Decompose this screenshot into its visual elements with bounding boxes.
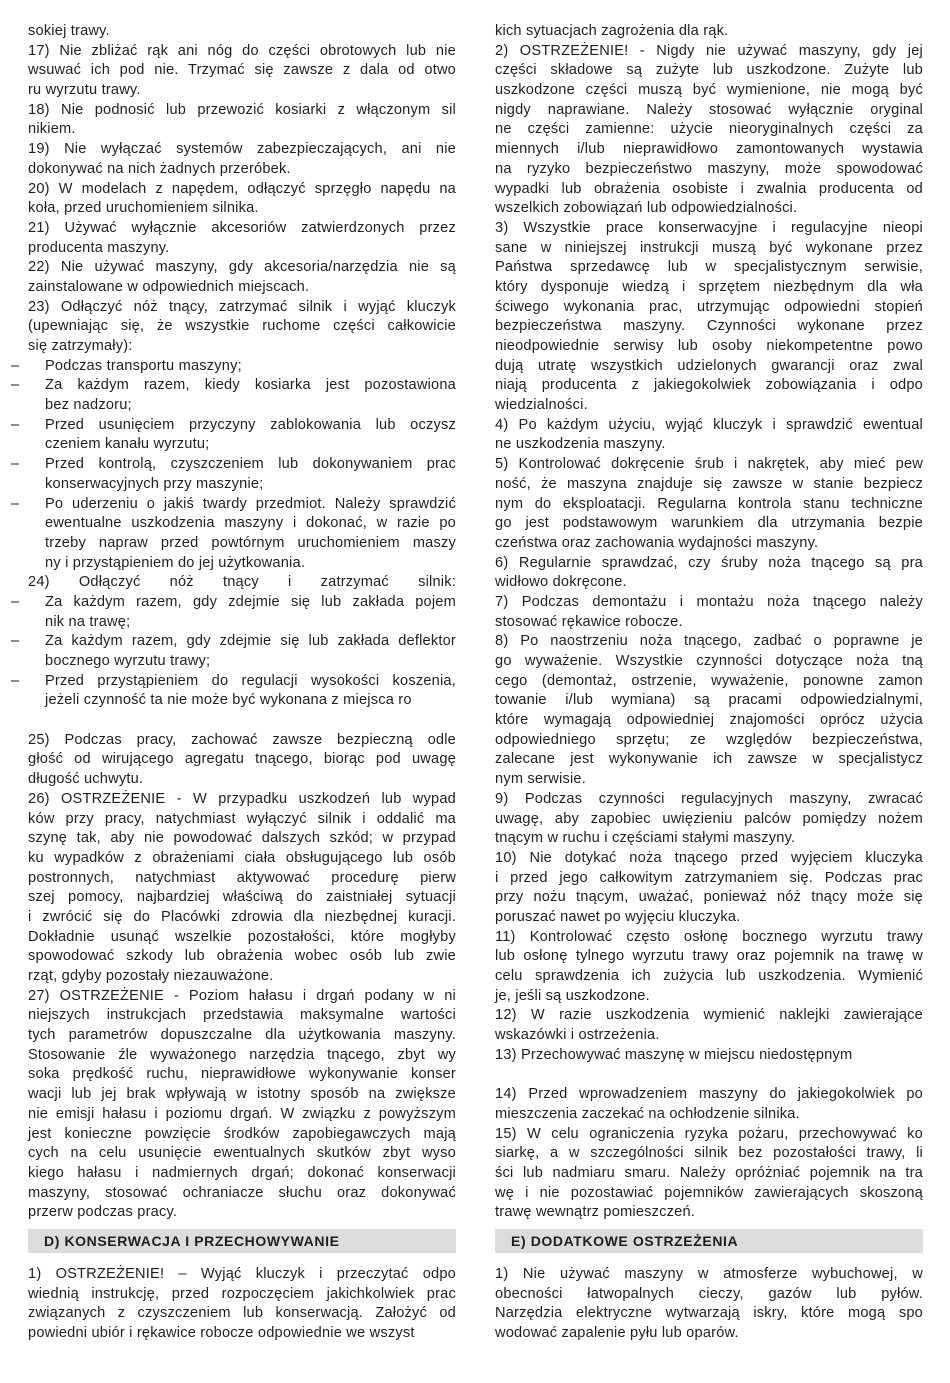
text-line: przerw podczas pracy.	[28, 1204, 178, 1221]
text-line: nie emisji hałasu i poziomu drgań. W związku z powyższym	[28, 1105, 456, 1122]
text-line: ści lub nadmiaru smaru. Należy opróżniać pojemnik na tra	[495, 1164, 923, 1181]
text-line: które wymagają odpowiedniej znajomości oprócz użycia	[495, 712, 923, 729]
text-line: wskazówki i ostrzeżenia.	[495, 1027, 660, 1044]
dash-list-text: Podczas transportu maszyny;	[45, 357, 242, 374]
dash-list-line	[28, 554, 456, 574]
text-line: Stosowanie źle wyważonego narzędzia tnącego, zbyt wy	[28, 1046, 456, 1063]
text-line: niają producenta z jakiegokolwiek zobowiązania i odpo	[495, 377, 923, 394]
text-line: kich sytuacjach zagrożenia dla rąk.	[495, 23, 729, 39]
dash-list-text: jeżeli czynność ta nie może być wykonana z miejsca ro	[45, 692, 412, 709]
dash-list-line	[28, 514, 456, 534]
dash-list-line	[11, 593, 456, 613]
section-d-heading: D) KONSERWACJA I PRZECHOWYWANIE	[28, 1229, 456, 1253]
text-line: rząt, gdyby pozostały niezauważone.	[28, 968, 274, 984]
dash-list-item	[11, 416, 456, 455]
item-24-text: 24) Odłączyć nóż tnący i zatrzymać silnik:	[28, 574, 456, 591]
text-line: sane w niniejszej instrukcji muszą być wykonane przez	[495, 239, 923, 256]
dash-list-line	[11, 455, 456, 475]
text-line: 15) W celu ograniczenia ryzyka pożaru, przechowywać ko	[495, 1125, 923, 1142]
text-line: je, jeśli są uszkodzone.	[495, 987, 650, 1004]
text-line: długość uchwytu.	[28, 771, 144, 788]
text-line: na ryzyko bezpieczeństwo maszyny, może spowodować	[495, 160, 923, 177]
text-line: 4) Po każdym użyciu, wyjąć kluczyk i sprawdzić ewentual	[495, 416, 923, 433]
dash-list-line	[28, 691, 456, 711]
text-line: 10) Nie dotykać noża tnącego przed wyjęciem kluczyka	[495, 849, 923, 866]
dash-list-text: Przed usunięciem przyczyny zablokowania lub oczysz	[45, 416, 456, 433]
text-line: 21) Używać wyłącznie akcesoriów zatwierdzonych przez	[28, 219, 456, 236]
text-line: 27) OSTRZEŻENIE - Poziom hałasu i drgań podany w ni	[28, 987, 456, 1004]
text-line: nigdy naprawiane. Należy stosować wyłącznie oryginal	[495, 101, 923, 118]
text-line: siarkę, a w szczególności silnik bez pozostałości trawy, li	[495, 1145, 923, 1162]
text-line: wsuwać ich pod nie. Trzymać się zawsze z dala od otwo	[28, 62, 456, 79]
text-line: 1) Nie używać maszyny w atmosferze wybuchowej, w	[495, 1265, 923, 1282]
text-line: lub osłonę tylnego wyrzutu trawy oraz pojemnik na trawę w	[495, 948, 923, 965]
text-line: poruszać nawet po wyjęciu kluczyka.	[495, 908, 741, 925]
right-text-block-1	[495, 22, 923, 1065]
section-e-heading: E) DODATKOWE OSTRZEŻENIA	[495, 1229, 923, 1253]
text-line: 3) Wszystkie prace konserwacyjne i regulacyjne nieopi	[495, 219, 923, 236]
dash-list-line	[28, 652, 456, 672]
text-line: dują utratę wszystkich udzielonych gwarancji oraz zwal	[495, 357, 923, 374]
dash-list-text: ewentualne uszkodzenia maszyny i dokonać, w razie po	[45, 515, 456, 532]
text-line: ru wyrzutu trawy.	[28, 82, 141, 99]
text-line: stosować rękawice robocze.	[495, 613, 683, 630]
text-line: nym serwisie.	[495, 771, 586, 788]
text-line: go wyważenie. Wszystkie czynności dotyczące noża tną	[495, 653, 923, 669]
dash-list-line	[11, 632, 456, 652]
text-line: tych parametrów dopuszczalne dla użytkowania maszyny.	[28, 1027, 456, 1044]
text-line: ku wypadków z obrażeniami ciała obsługującego lub osób	[28, 849, 456, 866]
text-line: ne części zamienne: użycie nieoryginalnych części za	[495, 121, 923, 138]
text-line: odpowiedniego sprzętu; ze względów bezpieczeństwa,	[495, 731, 923, 748]
dash-list-text: Przed kontrolą, czyszczeniem lub dokonywaniem prac	[45, 456, 456, 473]
dash-bullet-icon: –	[11, 456, 20, 473]
text-line: miennych i/lub nieprawidłowo zamontowanych wystawia	[495, 141, 923, 158]
dash-list-text: Za każdym razem, gdy zdejmie się lub zakłada deflektor	[45, 633, 456, 650]
text-line: 1) OSTRZEŻENIE! – Wyjąć kluczyk i przeczytać odpo	[28, 1265, 456, 1282]
text-line: 26) OSTRZEŻENIE - W przypadku uszkodzeń lub wypad	[28, 790, 456, 807]
dash-bullet-icon: –	[11, 593, 20, 610]
text-line: 2) OSTRZEŻENIE! - Nigdy nie używać maszyny, gdy jej	[495, 42, 923, 59]
dash-list-line	[28, 396, 456, 416]
item-24-list	[11, 593, 456, 711]
right-column	[495, 22, 923, 1344]
text-line: 14) Przed wprowadzeniem maszyny do jakiegokolwiek po	[495, 1086, 923, 1103]
text-line: ków przy pracy, natychmiast wyłączyć silnik i oddalić ma	[28, 810, 456, 827]
text-line: części składowe są zużyte lub uszkodzone. Zużyte lub	[495, 62, 923, 79]
text-line: wiednią instrukcję, przed rozpoczęciem jakichkolwiek prac	[28, 1285, 456, 1302]
text-line: Dokładnie usunąć wszelkie pozostałości, które mogłyby	[28, 928, 456, 945]
text-line: mieszczenia zaczekać na ochłodzenie silnika.	[495, 1105, 800, 1122]
text-line: wę i nie pozostawiać pojemników zawierających skoszoną	[495, 1184, 923, 1201]
text-line: nikiem.	[28, 121, 76, 138]
text-line: 19) Nie wyłączać systemów zabezpieczających, ani nie	[28, 141, 456, 158]
text-line: nieodpowiednie serwisy lub osoby niekompetentne powo	[495, 338, 923, 354]
dash-list-line	[11, 376, 456, 396]
dash-list-line	[28, 534, 456, 554]
text-line: szynę tak, aby nie powodować dalszych szkód; w przypad	[28, 830, 456, 847]
text-line: Narzędzia elektryczne wytwarzają iskry, które mogą spo	[495, 1305, 923, 1322]
text-line: który dysponuje wiedzą i sprzętem niezbędnym dla wła	[495, 278, 923, 295]
text-line: 18) Nie podnosić lub przewozić kosiarki z włączonym sil	[28, 101, 456, 118]
text-line: Państwa sprzedawcę lub w specjalistycznym serwisie,	[495, 259, 923, 276]
text-line: dokonywać na nich żadnych przeróbek.	[28, 160, 291, 177]
dash-bullet-icon: –	[11, 633, 20, 650]
dash-list-text: Za każdym razem, gdy zdejmie się lub zakłada pojem	[45, 593, 456, 610]
right-text-block-2	[495, 1085, 923, 1223]
text-line: 13) Przechowywać maszynę w miejscu niedostępnym	[495, 1046, 853, 1063]
section-e-text	[495, 1265, 923, 1344]
dash-list-line	[11, 416, 456, 436]
text-line: ność, że maszyna znajduje się zawsze w stanie bezpiecz	[495, 475, 923, 492]
text-line: wiedzialności.	[495, 397, 588, 414]
item-23-list	[11, 357, 456, 574]
text-line: się zatrzymały):	[28, 338, 133, 354]
text-line: kiego hałasu i nadmiernych drgań; dokonać konserwacji	[28, 1164, 456, 1181]
text-line: związanych z czyszczeniem lub konserwacją. Założyć od	[28, 1305, 456, 1322]
text-line: widłowo dokręcone.	[495, 574, 627, 591]
text-line: 6) Regularnie sprawdzać, czy śruby noża tnącego są pra	[495, 554, 923, 571]
text-line: 23) Odłączyć nóż tnący, zatrzymać silnik i wyjąć kluczyk	[28, 298, 456, 315]
dash-bullet-icon: –	[11, 672, 20, 689]
text-line: obecności łatwopalnych cieczy, gazów lub pyłów.	[495, 1285, 923, 1302]
text-line: uszkodzone części muszą być wymienione, nie mogą być	[495, 82, 923, 99]
text-line: niejszych instrukcjach przedstawia maksymalne wartości	[28, 1007, 456, 1024]
text-line: spowodować szkody lub obrażenia wobec osób lub zwie	[28, 948, 456, 965]
text-line: cych na celu usunięcie ewentualnych skutków zbyt wyso	[28, 1145, 456, 1162]
dash-list-line	[11, 357, 456, 377]
section-d-text	[28, 1265, 456, 1344]
text-line: producenta maszyny.	[28, 239, 170, 256]
text-line: trawę wewnątrz pomieszczeń.	[495, 1204, 696, 1221]
dash-bullet-icon: –	[11, 495, 20, 512]
dash-list-item	[11, 376, 456, 415]
text-line: koła, przed uruchomieniem silnika.	[28, 200, 259, 217]
text-line: tnącym w ruchu i częściami stałymi maszyny.	[495, 830, 796, 847]
left-text-block-1	[28, 22, 456, 357]
dash-list-line	[11, 672, 456, 692]
text-line: ne uszkodzenia maszyny.	[495, 436, 666, 453]
dash-list-line	[11, 495, 456, 515]
text-line: 9) Podczas czynności regulacyjnych maszyny, zwracać	[495, 790, 923, 807]
dash-bullet-icon: –	[11, 357, 20, 374]
dash-list-item	[11, 672, 456, 711]
text-line: 7) Podczas demontażu i montażu noża tnącego należy	[495, 593, 923, 610]
left-column	[11, 22, 456, 1344]
text-line: nym do eksploatacji. Regularna kontrola stanu techniczne	[495, 495, 923, 512]
text-line: 5) Kontrolować dokręcenie śrub i nakrętek, aby mieć pew	[495, 456, 923, 473]
text-line: 12) W razie uszkodzenia wymienić naklejki zawierające	[495, 1007, 923, 1024]
text-line: 20) W modelach z napędem, odłączyć sprzęgło napędu na	[28, 180, 456, 197]
text-line: 17) Nie zbliżać rąk ani nóg do części obrotowych lub nie	[28, 42, 456, 59]
text-line: (upewniając się, że wszystkie ruchome części całkowicie	[28, 318, 456, 335]
text-line: ściwego wykonania prac, utrzymując odpowiedni stopień	[495, 298, 923, 315]
dash-list-text: Po uderzeniu o jakiś twardy przedmiot. Należy sprawdzić	[45, 495, 456, 512]
dash-bullet-icon: –	[11, 416, 20, 433]
dash-list-line	[28, 475, 456, 495]
text-line: i przed jego całkowitym zatrzymaniem się. Podczas prac	[495, 869, 923, 886]
text-line: cego (demontaż, ostrzenie, wyważenie, ponowne zamon	[495, 672, 923, 689]
text-line: czeństwa oraz zachowania wydajności maszyny.	[495, 534, 819, 551]
blank-line	[28, 711, 456, 731]
text-line: zainstalowane w odpowiednich miejscach.	[28, 278, 310, 295]
text-line: 8) Po naostrzeniu noża tnącego, zadbać o poprawne je	[495, 633, 923, 650]
text-line: wodować zapalenie pyłu lub oparów.	[495, 1325, 739, 1341]
dash-list-text: bocznego wyrzutu trawy;	[45, 653, 211, 669]
text-line: wypadki lub obrażenia osobiste i zwalnia producenta od	[495, 180, 923, 197]
text-line: towanie i/lub wymiana) są pracami odpowiedzialnymi,	[495, 692, 923, 709]
text-line: go jest podstawowym warunkiem dla utrzymania bezpie	[495, 515, 923, 532]
text-line: 11) Kontrolować często osłonę bocznego wyrzutu trawy	[495, 928, 923, 945]
dash-list-item	[11, 357, 456, 377]
dash-list-text: ny i przystąpieniem do jej użytkowania.	[45, 554, 306, 571]
dash-list-text: nik na trawę;	[45, 613, 131, 630]
dash-list-item	[11, 455, 456, 494]
text-line: przy nożu tnącym, uważać, ponieważ nóż tnący może się	[495, 889, 923, 906]
dash-list-item	[11, 632, 456, 671]
text-line: celu sprawdzenia ich zużycia lub uszkodzenia. Wymienić	[495, 968, 923, 984]
text-line: 22) Nie używać maszyny, gdy akcesoria/narzędzia nie są	[28, 259, 456, 276]
text-line: wszelkich zobowiązań lub odpowiedzialności.	[495, 200, 798, 217]
dash-list-line	[28, 435, 456, 455]
dash-list-text: konserwacyjnych przy maszynie;	[45, 475, 264, 492]
text-line: maszyny, stosować ochraniacze słuchu oraz dokonywać	[28, 1184, 456, 1201]
text-line: soka prędkość ruchu, nieprawidłowe wykonywanie konser	[28, 1066, 456, 1083]
dash-list-text: Przed przystąpieniem do regulacji wysokości koszenia,	[45, 672, 456, 689]
dash-list-item	[11, 495, 456, 574]
text-line: i zwrócić się do Placówki zdrowia dla niezbędnej kuracji.	[28, 908, 456, 925]
text-line: bezpieczeństwa maszyny. Czynności wykonane przez	[495, 318, 923, 335]
dash-list-text: czeniem kanału wyrzutu;	[45, 436, 210, 453]
blank-line	[495, 1065, 923, 1085]
dash-list-item	[11, 593, 456, 632]
dash-bullet-icon: –	[11, 377, 20, 394]
text-line: 25) Podczas pracy, zachować zawsze bezpieczną odle	[28, 731, 456, 748]
text-line: uwagę, aby zapobiec uwięzieniu palców pomiędzy nożem	[495, 810, 923, 827]
dash-list-text: bez nadzoru;	[45, 397, 132, 414]
text-line: jest konieczne powzięcie środków zapobiegawczych mają	[28, 1125, 456, 1142]
dash-list-text: Za każdym razem, kiedy kosiarka jest pozostawiona	[45, 377, 456, 394]
text-line: postronnych, natychmiast aktywować procedurę pierw	[28, 869, 456, 886]
dash-list-line	[28, 613, 456, 633]
text-line: zalecane jest wykonywanie ich zawsze w specjalistycz	[495, 751, 923, 768]
text-line: sokiej trawy.	[28, 23, 110, 39]
dash-list-text: trzeby napraw przed powtórnym uruchomieniem maszy	[45, 534, 456, 551]
text-line: szej pomocy, najbardziej właściwą do zaistniałej sytuacji	[28, 889, 456, 906]
left-text-block-2	[28, 731, 456, 1223]
text-line: wacji lub jej brak wpływają w istotny sposób na zwiększe	[28, 1086, 456, 1103]
text-line: głość od wirującego agregatu tnącego, biorąc pod uwagę	[28, 751, 456, 768]
text-line: powiedni ubiór i rękawice robocze odpowiednie we wszyst	[28, 1325, 415, 1341]
